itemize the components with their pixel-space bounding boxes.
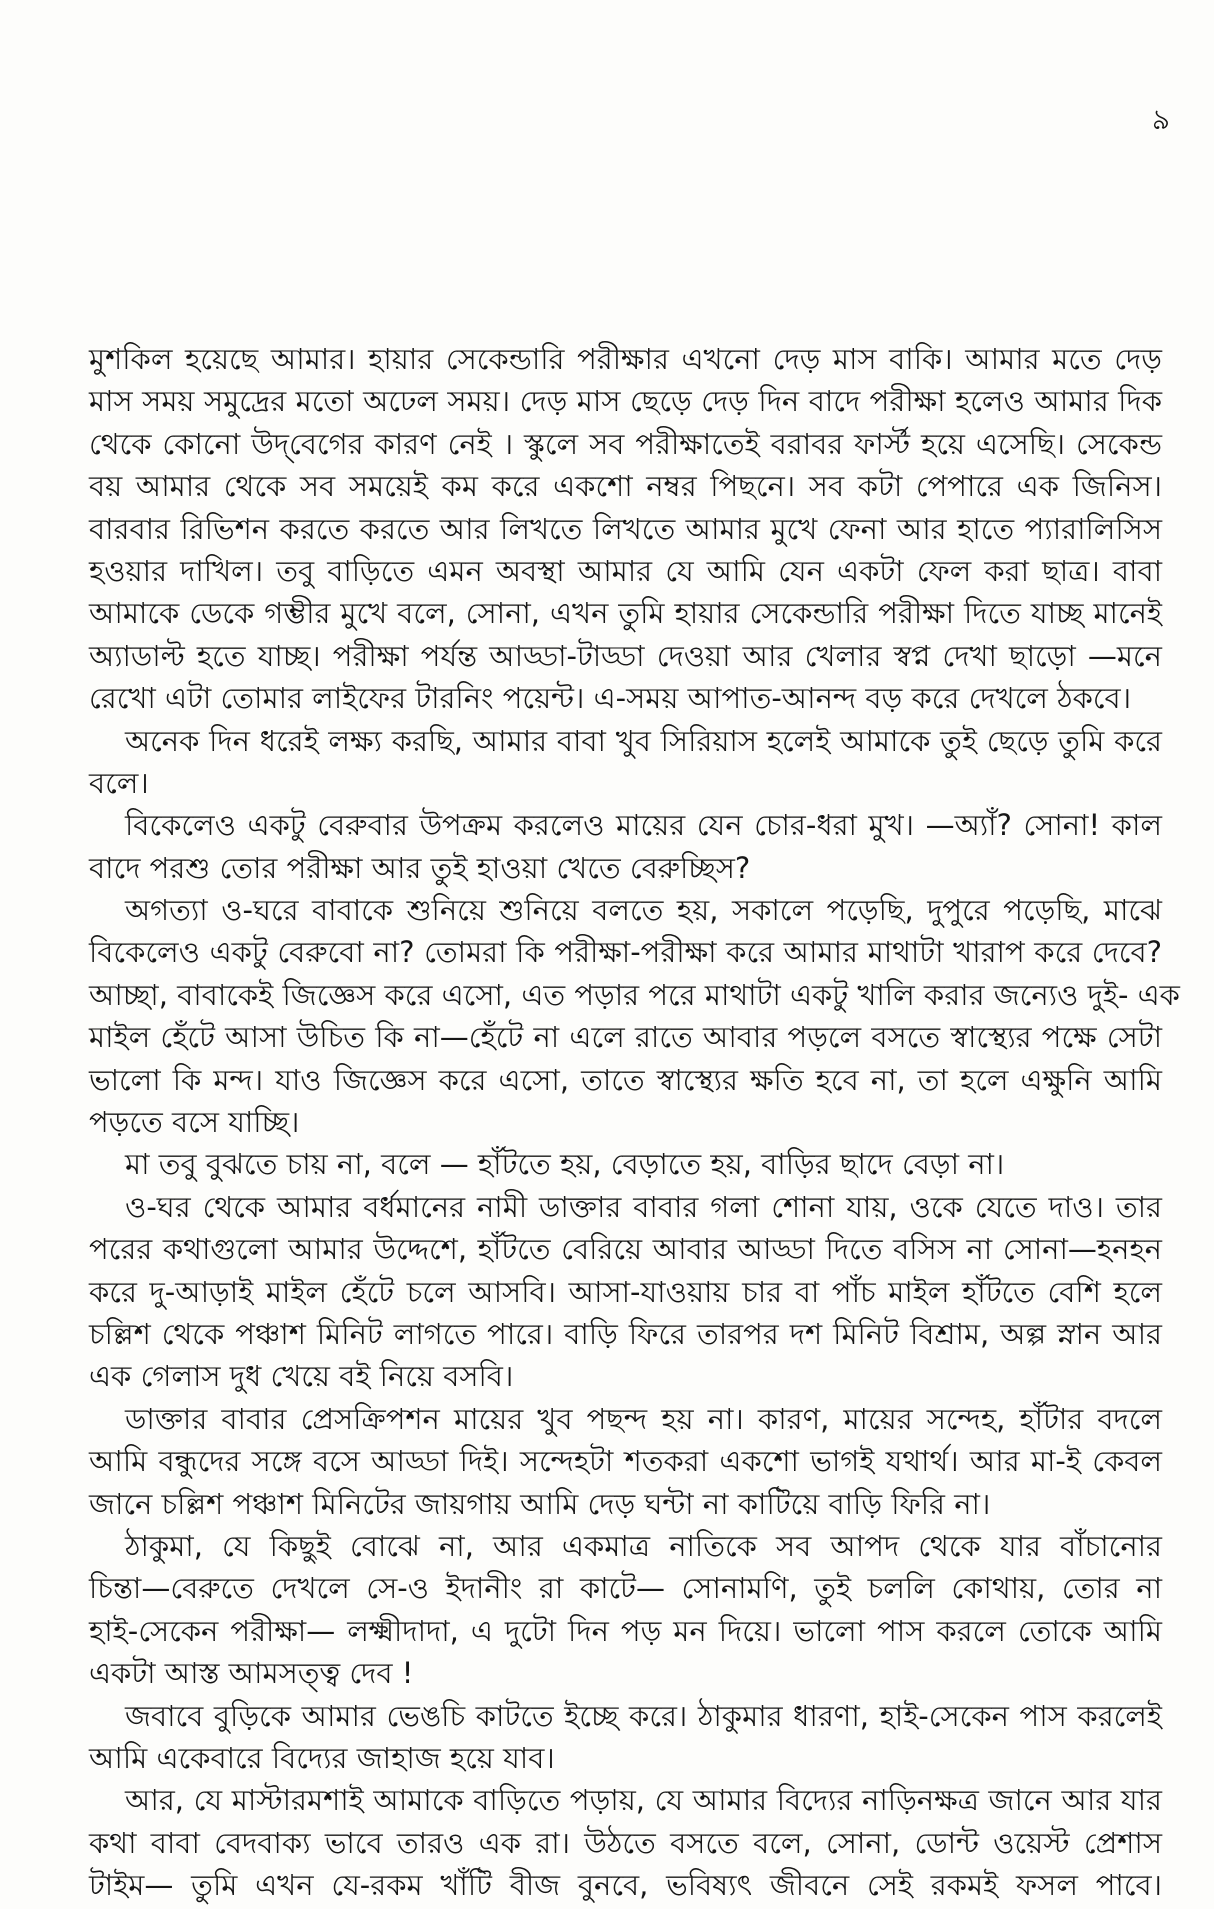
text-line: কথা বাবা বেদবাক্য ভাবে তারও এক রা। উঠতে বসতে বলে, সোনা, ডোন্ট ওয়েস্ট প্রেশাস bbox=[89, 1825, 1162, 1860]
text-line: বারবার রিভিশন করতে করতে আর লিখতে লিখতে আমার মুখে ফেনা আর হাতে প্যারালিসিস bbox=[89, 511, 1162, 546]
text-line: অগত্যা ও-ঘরে বাবাকে শুনিয়ে শুনিয়ে বলতে হয়, সকালে পড়েছি, দুপুরে পড়েছি, মাঝে bbox=[125, 893, 1162, 928]
text-line: মা তবু বুঝতে চায় না, বলে — হাঁটতে হয়, বেড়াতে হয়, বাড়ির ছাদে বেড়া না। bbox=[125, 1147, 1005, 1182]
text-line: আমাকে ডেকে গম্ভীর মুখে বলে, সোনা, এখন তুমি হায়ার সেকেন্ডারি পরীক্ষা দিতে যাচ্ছ মানেই bbox=[89, 596, 1162, 631]
text-line: মাস সময় সমুদ্রের মতো অঢেল সময়। দেড় মাস ছেড়ে দেড় দিন বাদে পরীক্ষা হলেও আমার দিক bbox=[89, 384, 1162, 419]
text-line: আমি একেবারে বিদ্যের জাহাজ হয়ে যাব। bbox=[89, 1740, 555, 1775]
text-line: হওয়ার দাখিল। তবু বাড়িতে এমন অবস্থা আমার যে আমি যেন একটা ফেল করা ছাত্র। বাবা bbox=[89, 553, 1162, 588]
text-line: জবাবে বুড়িকে আমার ভেঙচি কাটতে ইচ্ছে করে। ঠাকুমার ধারণা, হাই-সেকেন পাস করলেই bbox=[125, 1698, 1162, 1733]
text-line: ডাক্তার বাবার প্রেসক্রিপশন মায়ের খুব পছন্দ হয় না। কারণ, মায়ের সন্দেহ, হাঁটার বদলে bbox=[125, 1401, 1162, 1436]
text-line: রেখো এটা তোমার লাইফের টারনিং পয়েন্ট। এ-সময় আপাত-আনন্দ বড় করে দেখলে ঠকবে। bbox=[89, 681, 1132, 716]
text-line: ও-ঘর থেকে আমার বর্ধমানের নামী ডাক্তার বাবার গলা শোনা যায়, ওকে যেতে দাও। তার bbox=[125, 1189, 1162, 1224]
text-line: এক গেলাস দুধ খেয়ে বই নিয়ে বসবি। bbox=[89, 1359, 514, 1394]
text-line: মুশকিল হয়েছে আমার। হায়ার সেকেন্ডারি পরীক্ষার এখনো দেড় মাস বাকি। আমার মতে দেড় bbox=[89, 342, 1162, 376]
text-line: আচ্ছা, বাবাকেই জিজ্ঞেস করে এসো, এত পড়ার পরে মাথাটা একটু খালি করার জন্যেও দুই- এক bbox=[89, 977, 1180, 1012]
text-line: আর, যে মাস্টারমশাই আমাকে বাড়িতে পড়ায়, যে আমার বিদ্যের নাড়িনক্ষত্র জানে আর যার bbox=[125, 1783, 1162, 1818]
text-line: থেকে কোনো উদ্‌বেগের কারণ নেই । স্কুলে সব পরীক্ষাতেই বরাবর ফার্স্ট হয়ে এসেছি। সেকেন্ড bbox=[89, 426, 1162, 461]
text-line: চিন্তা—বেরুতে দেখলে সে-ও ইদানীং রা কাটে— সোনামণি, তুই চললি কোথায়, তোর না bbox=[89, 1571, 1162, 1606]
text-line: একটা আস্ত আমসত্ত্ব দেব ! bbox=[89, 1656, 414, 1691]
page-number: ৯ bbox=[1151, 103, 1170, 136]
text-line: বিকেলেও একটু বেরুবার উপক্রম করলেও মায়ের যেন চোর-ধরা মুখ। —অ্যাঁ? সোনা! কাল bbox=[125, 808, 1162, 843]
text-line: ঠাকুমা, যে কিছুই বোঝে না, আর একমাত্র নাতিকে সব আপদ থেকে যার বাঁচানোর bbox=[125, 1528, 1162, 1563]
text-line: করে দু-আড়াই মাইল হেঁটে চলে আসবি। আসা-যাওয়ায় চার বা পাঁচ মাইল হাঁটতে বেশি হলে bbox=[89, 1274, 1162, 1309]
text-line: ভালো কি মন্দ। যাও জিজ্ঞেস করে এসো, তাতে স্বাস্থ্যের ক্ষতি হবে না, তা হলে এক্ষুনি আমি bbox=[89, 1062, 1162, 1097]
text-line: টাইম— তুমি এখন যে-রকম খাঁটি বীজ বুনবে, ভবিষ্যৎ জীবনে সেই রকমই ফসল পাবে। bbox=[89, 1868, 1162, 1903]
text-line: জানে চল্লিশ পঞ্চাশ মিনিটের জায়গায় আমি দেড় ঘন্টা না কাটিয়ে বাড়ি ফিরি না। bbox=[89, 1486, 991, 1521]
text-line: বয় আমার থেকে সব সময়েই কম করে একশো নম্বর পিছনে। সব কটা পেপারে এক জিনিস। bbox=[89, 469, 1162, 504]
text-line: অ্যাডাল্ট হতে যাচ্ছ। পরীক্ষা পর্যন্ত আড্ডা-টাড্ডা দেওয়া আর খেলার স্বপ্ন দেখা ছাড়ো —মনে bbox=[89, 638, 1162, 673]
text-line: হাই-সেকেন পরীক্ষা— লক্ষ্মীদাদা, এ দুটো দিন পড় মন দিয়ে। ভালো পাস করলে তোকে আমি bbox=[89, 1613, 1162, 1648]
text-line: বলে। bbox=[89, 765, 149, 800]
text-line: অনেক দিন ধরেই লক্ষ্য করছি, আমার বাবা খুব সিরিয়াস হলেই আমাকে তুই ছেড়ে তুমি করে bbox=[125, 723, 1162, 758]
text-line: চল্লিশ থেকে পঞ্চাশ মিনিট লাগতে পারে। বাড়ি ফিরে তারপর দশ মিনিট বিশ্রাম, অল্প স্নান আর bbox=[89, 1316, 1162, 1351]
text-line: পরের কথাগুলো আমার উদ্দেশে, হাঁটতে বেরিয়ে আবার আড্ডা দিতে বসিস না সোনা—হনহন bbox=[89, 1232, 1162, 1267]
body-text bbox=[89, 338, 1180, 1906]
text-line: পড়তে বসে যাচ্ছি। bbox=[89, 1105, 300, 1140]
text-line: বিকেলেও একটু বেরুবো না? তোমরা কি পরীক্ষা-পরীক্ষা করে আমার মাথাটা খারাপ করে দেবে? bbox=[89, 935, 1162, 970]
text-line: আমি বন্ধুদের সঙ্গে বসে আড্ডা দিই। সন্দেহটা শতকরা একশো ভাগই যথার্থ। আর মা-ই কেবল bbox=[89, 1444, 1162, 1479]
text-line: বাদে পরশু তোর পরীক্ষা আর তুই হাওয়া খেতে বেরুচ্ছিস? bbox=[89, 850, 751, 885]
text-line: মাইল হেঁটে আসা উচিত কি না—হেঁটে না এলে রাতে আবার পড়লে বসতে স্বাস্থ্যের পক্ষে সেটা bbox=[89, 1020, 1162, 1055]
